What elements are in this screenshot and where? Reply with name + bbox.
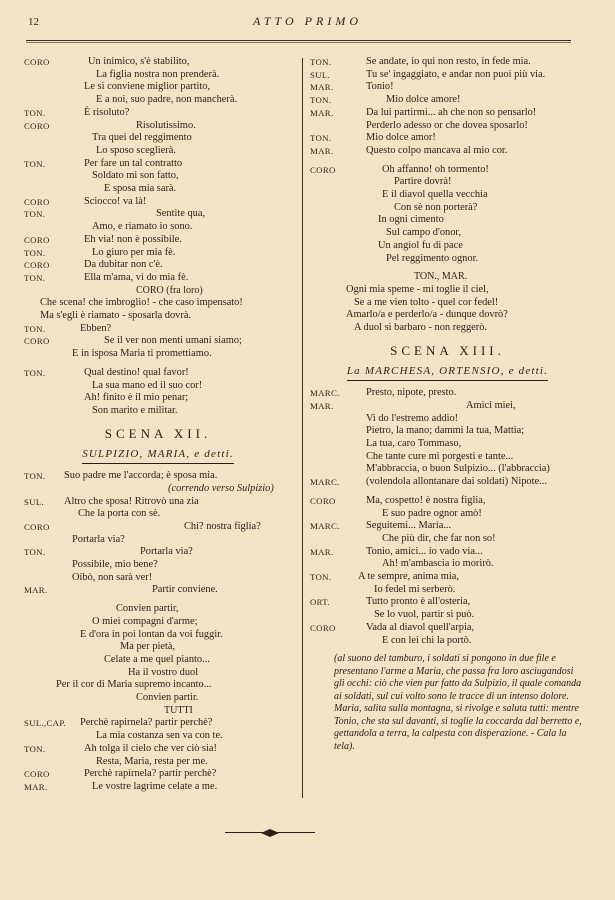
dialogue-line — [310, 81, 585, 94]
speaker-label — [310, 271, 366, 284]
dialogue-line — [24, 183, 292, 196]
speaker-label: MARC. — [310, 388, 340, 399]
line-text: E suo padre ognor amò! — [382, 507, 482, 519]
line-text: Tu se' ingaggiato, e andar non puoi più via. — [366, 68, 546, 80]
line-text: Chi? nostra figlia? — [184, 520, 261, 532]
speaker-label — [310, 451, 366, 464]
line-text: Convien partir, — [116, 603, 179, 615]
dialogue-line — [24, 170, 292, 183]
line-text: Sentite qua, — [156, 208, 206, 220]
dialogue-line — [24, 107, 292, 120]
line-text: Presto, nipote, presto. — [366, 387, 457, 399]
dialogue-line — [24, 534, 292, 547]
speaker-label — [24, 392, 80, 405]
line-text: Sul campo d'onor, — [386, 227, 462, 239]
line-text: E sposa mia sarà. — [104, 183, 177, 195]
line-text: Portarla via? — [72, 533, 125, 545]
speaker-label — [24, 380, 80, 393]
line-text: Un angiol fu di pace — [378, 239, 463, 251]
line-text: Tonio! — [366, 81, 394, 93]
dialogue-line — [310, 596, 585, 609]
dialogue-line — [310, 240, 585, 253]
dialogue-line — [24, 470, 292, 483]
speaker-label: MAR. — [310, 400, 334, 411]
dialogue-line — [24, 335, 292, 348]
speaker-label: TON. — [24, 272, 46, 283]
line-text: Ha il vostro duol — [128, 666, 199, 678]
line-text: Resta, Maria, resta per me. — [96, 755, 208, 767]
line-text: Le vostre lagrime celate a me. — [92, 780, 218, 792]
dialogue-line — [310, 508, 585, 521]
speaker-label: MAR. — [310, 546, 334, 557]
dialogue-line — [24, 69, 292, 82]
speaker-label — [310, 425, 366, 438]
line-text: Altro che sposa! Ritrovò una zia — [64, 495, 199, 507]
line-text: A duol sì barbaro - non reggerò. — [354, 322, 488, 334]
dialogue-line — [24, 584, 292, 597]
ornament-diamond-icon — [225, 828, 315, 838]
speaker-label: TON. — [310, 95, 332, 106]
speaker-label: TON. — [24, 367, 46, 378]
speaker-label: CORO — [24, 521, 50, 532]
end-ornament — [225, 828, 315, 838]
dialogue-line — [24, 380, 292, 393]
speaker-label: TON. — [310, 133, 332, 144]
line-text: (correndo verso Sulpizio) — [168, 482, 274, 494]
line-text: Pietro, la mano; dammi la tua, Mattia; — [366, 425, 525, 437]
line-text: Risolutissimo. — [136, 119, 196, 131]
speaker-label — [24, 756, 80, 769]
speaker-label — [310, 214, 366, 227]
line-text: Che la porta con sè. — [78, 508, 161, 520]
dialogue-line — [24, 132, 292, 145]
line-text: Ogni mia speme - mi toglie il ciel, — [346, 283, 489, 295]
dialogue-line — [310, 227, 585, 240]
dialogue-line — [310, 533, 585, 546]
speaker-label — [24, 629, 80, 642]
line-text: M'abbraccia, o buon Sulpizio... (l'abbraccia) — [366, 463, 550, 475]
line-text: Ma, cospetto! è nostra figlia, — [366, 494, 486, 506]
dialogue-line — [310, 400, 585, 413]
dialogue-line — [310, 571, 585, 584]
speaker-label: CORO — [24, 260, 50, 271]
line-text: Possibile, mio bene? — [72, 559, 158, 571]
line-text: Amo, e riamato io sono. — [92, 221, 193, 233]
line-text: Se andate, io qui non resto, in fede mia. — [366, 56, 531, 67]
dialogue-line — [310, 451, 585, 464]
line-text: Per fare un tal contratto — [84, 157, 183, 169]
dialogue-line — [24, 247, 292, 260]
line-text: Per il cor di Maria supremo incanto... — [56, 679, 212, 691]
speaker-label: TON. — [24, 247, 46, 258]
speaker-label: TON. — [24, 323, 46, 334]
dialogue-line — [24, 158, 292, 171]
speaker-label: TON. — [24, 107, 46, 118]
speaker-label: MAR. — [310, 145, 334, 156]
speaker-label — [24, 69, 80, 82]
dialogue-line — [310, 463, 585, 476]
dialogue-line — [310, 69, 585, 82]
speaker-label — [24, 616, 80, 629]
speaker-label: CORO — [24, 336, 50, 347]
dialogue-line — [310, 164, 585, 177]
dialogue-line — [310, 520, 585, 533]
dialogue-line — [310, 189, 585, 202]
dialogue-line — [24, 208, 292, 221]
line-text: Oh affanno! oh tormento! — [382, 163, 489, 175]
line-text: Soldato mi son fatto, — [92, 170, 179, 182]
dialogue-line — [24, 546, 292, 559]
speaker-label — [24, 692, 80, 705]
speaker-label: SUL.,CAP. — [24, 718, 67, 729]
speaker-label: MAR. — [310, 82, 334, 93]
line-text: Portarla via? — [140, 546, 193, 558]
line-text: Se lo vuol, partir si può. — [374, 609, 475, 621]
speaker-label — [24, 94, 80, 107]
dialogue-line — [24, 310, 292, 323]
speaker-label — [24, 730, 80, 743]
line-text: Celate a me quel pianto... — [104, 653, 210, 665]
line-text: Perderlo adesso or che dovea sposarlo! — [366, 119, 528, 131]
line-text: Se a me vien tolto - quel cor fedel! — [354, 296, 499, 308]
speaker-label — [24, 145, 80, 158]
line-text: Che più dir, che far non so! — [382, 532, 496, 544]
dialogue-line — [310, 253, 585, 266]
speaker-label: CORO — [310, 495, 336, 506]
speaker-label — [310, 202, 366, 215]
dialogue-line — [310, 132, 585, 145]
dialogue-line — [24, 521, 292, 534]
speaker-label: CORO — [310, 622, 336, 633]
speaker-label — [310, 463, 366, 476]
line-text: Eh via! non è possibile. — [84, 233, 182, 245]
scene-12-characters — [24, 448, 292, 464]
line-text: Che tante cure mi porgesti e tante... — [366, 450, 514, 462]
line-text: E in isposa Maria ti promettiamo. — [72, 348, 212, 360]
dialogue-line — [24, 272, 292, 285]
line-text: Amici miei, — [466, 399, 516, 411]
dialogue-line — [24, 259, 292, 272]
line-text: CORO (fra loro) — [136, 284, 203, 296]
dialogue-line — [310, 309, 585, 322]
line-text: (volendola allontanare dai soldati) Nipote... — [366, 476, 547, 488]
dialogue-line — [24, 616, 292, 629]
dialogue-line — [24, 145, 292, 158]
line-text: Oibò, non sarà ver! — [72, 571, 153, 583]
dialogue-line — [24, 285, 292, 298]
scene-12-characters-text: SULPIZIO, MARIA, e detti. — [82, 448, 234, 464]
line-text: Ebben? — [80, 322, 112, 334]
line-text: Mio dolce amor! — [366, 132, 436, 144]
speaker-label — [24, 483, 80, 496]
line-text: Perchè rapirnela? partir perchè? — [80, 717, 213, 729]
line-text: Con sè non porterà? — [394, 201, 478, 213]
dialogue-line — [24, 392, 292, 405]
line-text: Sciocco! va là! — [84, 195, 147, 207]
dialogue-line — [310, 622, 585, 635]
line-text: O miei compagni d'arme; — [92, 615, 198, 627]
line-text: E con lei chi la portò. — [382, 634, 472, 646]
line-text: Se il ver non menti umani siamo; — [104, 335, 242, 347]
line-text: Lo giuro per mia fè. — [92, 246, 176, 258]
stage-direction: (al suono del tamburo, i soldati si pongono in due file e presentano l'arme a Maria, che passa fra loro asciugandosi gli occhi: ciò che vien pur fatto da Sulpizio, il quale comanda ai soldati, sul cui volto sono le tracce di un intenso dolore. Maria, salita sulla montagna, si rivolge e saluta tutti: mentre Tonio, che sta sul davanti, si toglie la coccarda dal berretto e, gettandola a terra, la calpesta con disperazione. - Cala la tela). — [334, 653, 582, 752]
speaker-label — [24, 508, 80, 521]
line-text: Vi do l'estremo addio! — [366, 412, 459, 424]
dialogue-line — [24, 629, 292, 642]
scene-13-characters-text: La MARCHESA, ORTENSIO, e detti. — [347, 365, 548, 381]
scene-13-characters — [310, 365, 585, 381]
dialogue-line — [24, 120, 292, 133]
line-text: TUTTI — [164, 704, 193, 716]
column-divider — [302, 58, 303, 798]
dialogue-line — [24, 717, 292, 730]
dialogue-line — [24, 756, 292, 769]
speaker-label — [24, 221, 80, 234]
speaker-label: MARC. — [310, 477, 340, 488]
line-text: La mia costanza sen va con te. — [96, 730, 223, 742]
speaker-label: MAR. — [24, 781, 48, 792]
speaker-label: CORO — [24, 120, 50, 131]
line-text: Mio dolce amore! — [386, 94, 461, 106]
dialogue-block — [310, 56, 585, 335]
speaker-label: CORO — [24, 234, 50, 245]
line-text: Questo colpo mancava al mio cor. — [366, 144, 508, 156]
speaker-label: CORO — [24, 196, 50, 207]
speaker-label: TON. — [24, 743, 46, 754]
dialogue-line — [310, 476, 585, 489]
dialogue-line — [24, 768, 292, 781]
dialogue-line — [24, 743, 292, 756]
dialogue-line — [24, 196, 292, 209]
speaker-label: ORT. — [310, 597, 330, 608]
dialogue-line — [24, 679, 292, 692]
line-text: Pel reggimento ognor. — [386, 252, 479, 264]
dialogue-line — [24, 572, 292, 585]
dialogue-line — [24, 781, 292, 794]
speaker-label: MAR. — [310, 107, 334, 118]
line-text: Le si conviene miglior partito, — [84, 81, 211, 93]
line-text: Ah tolga il cielo che ver ciò sia! — [84, 742, 218, 754]
dialogue-block — [24, 470, 292, 794]
line-text: Ella m'ama, vi do mia fè. — [84, 271, 189, 283]
dialogue-line — [310, 214, 585, 227]
speaker-label: SUL. — [24, 496, 45, 507]
line-text: Ah! finito è il mio penar; — [84, 392, 189, 404]
speaker-label: TON. — [24, 209, 46, 220]
speaker-label — [310, 413, 366, 426]
dialogue-line — [24, 221, 292, 234]
line-text: La tua, caro Tommaso, — [366, 437, 462, 449]
dialogue-line — [310, 635, 585, 648]
dialogue-line — [310, 609, 585, 622]
speaker-label — [310, 227, 366, 240]
line-text: Io fedel mi serberò. — [374, 583, 456, 595]
speaker-label — [24, 641, 80, 654]
speaker-label — [310, 533, 366, 546]
speaker-label: TON. — [310, 57, 332, 67]
line-text: Perchè rapirnela? partir perchè? — [84, 768, 217, 780]
dialogue-line — [310, 107, 585, 120]
speaker-label — [310, 240, 366, 253]
scene-12-title: SCENA XII. — [104, 425, 212, 441]
speaker-label — [310, 508, 366, 521]
dialogue-line — [24, 405, 292, 418]
line-text: Ah! m'ambascia io morirò. — [382, 558, 494, 570]
dialogue-line — [24, 508, 292, 521]
scene-13-title: SCENA XIII. — [390, 342, 505, 358]
speaker-label — [310, 120, 366, 133]
line-text: La figlia nostra non prenderà. — [96, 68, 220, 80]
dialogue-line — [310, 297, 585, 310]
line-text: E il diavol quella vecchia — [382, 189, 488, 201]
speaker-label — [24, 405, 80, 418]
line-text: Un inimico, s'è stabilito, — [88, 56, 190, 67]
dialogue-line — [24, 496, 292, 509]
speaker-label: TON. — [24, 471, 46, 482]
speaker-label — [24, 603, 80, 616]
line-text: Da dubitar non c'è. — [84, 259, 163, 271]
speaker-label — [310, 189, 366, 202]
dialogue-line — [24, 692, 292, 705]
speaker-label — [310, 438, 366, 451]
dialogue-block — [24, 56, 292, 418]
dialogue-line — [24, 348, 292, 361]
dialogue-line — [24, 56, 292, 69]
left-column — [24, 56, 292, 794]
dialogue-line — [310, 56, 585, 69]
line-text: E a noi, suo padre, non mancherà. — [96, 94, 238, 106]
dialogue-line — [24, 641, 292, 654]
dialogue-line — [24, 323, 292, 336]
speaker-label — [310, 176, 366, 189]
line-text: È risoluto? — [84, 106, 130, 118]
line-text: Tutto pronto è all'osteria, — [366, 596, 471, 608]
dialogue-line — [310, 546, 585, 559]
speaker-label: SUL. — [310, 69, 331, 80]
speaker-label: CORO — [310, 164, 336, 175]
dialogue-line — [24, 705, 292, 718]
speaker-label: MARC. — [310, 521, 340, 532]
line-text: Seguitemi... Maria... — [366, 520, 452, 532]
line-text: Suo padre me l'accorda; è sposa mia. — [64, 470, 218, 482]
dialogue-line — [310, 120, 585, 133]
speaker-label: MAR. — [24, 585, 48, 596]
dialogue-line — [24, 297, 292, 310]
dialogue-line — [310, 284, 585, 297]
speaker-label — [24, 705, 80, 718]
dialogue-line — [310, 584, 585, 597]
line-text: Convien partir. — [136, 692, 199, 704]
line-text: Ma per pietà, — [120, 641, 176, 653]
line-text: E d'ora in poi lontan da voi fuggir. — [80, 628, 223, 640]
dialogue-line — [310, 145, 585, 158]
dialogue-line — [24, 559, 292, 572]
dialogue-line — [24, 654, 292, 667]
speaker-label — [310, 609, 366, 622]
dialogue-line — [310, 94, 585, 107]
dialogue-line — [310, 495, 585, 508]
speaker-label — [24, 170, 80, 183]
dialogue-block — [310, 387, 585, 647]
speaker-label: TON. — [310, 572, 332, 583]
line-text: Vada al diavol quell'arpia, — [366, 621, 475, 633]
speaker-label — [24, 132, 80, 145]
dialogue-line — [310, 322, 585, 335]
line-text: Partire dovrà! — [394, 176, 452, 188]
dialogue-line — [310, 425, 585, 438]
dialogue-line — [310, 413, 585, 426]
speaker-label — [24, 654, 80, 667]
right-column — [310, 56, 585, 753]
line-text: Tra quei del reggimento — [92, 132, 192, 144]
header-rule — [26, 40, 571, 41]
running-title: ATTO PRIMO — [253, 14, 362, 28]
dialogue-line — [24, 730, 292, 743]
dialogue-line — [310, 176, 585, 189]
line-text: La sua mano ed il suo cor! — [92, 379, 203, 391]
dialogue-line — [24, 234, 292, 247]
line-text: TON., MAR. — [414, 271, 468, 283]
speaker-label: TON. — [24, 547, 46, 558]
line-text: Amarlo/a e perderlo/a - dunque dovrò? — [346, 309, 508, 321]
dialogue-line — [310, 438, 585, 451]
speaker-label — [310, 635, 366, 648]
header-rule-secondary — [26, 42, 571, 43]
page-number: 12 — [28, 16, 39, 28]
speaker-label — [310, 584, 366, 597]
speaker-label — [24, 183, 80, 196]
speaker-label — [24, 285, 80, 298]
dialogue-line — [310, 558, 585, 571]
speaker-label — [24, 81, 80, 94]
speaker-label: TON. — [24, 158, 46, 169]
dialogue-line — [24, 94, 292, 107]
speaker-label — [310, 558, 366, 571]
dialogue-line — [24, 603, 292, 616]
speaker-label: CORO — [24, 769, 50, 780]
line-text: A te sempre, anima mia, — [358, 571, 459, 583]
line-text: Tonio, amici... io vado via... — [366, 545, 483, 557]
dialogue-line — [24, 367, 292, 380]
line-text: Lo sposo sceglierà. — [96, 144, 176, 156]
dialogue-line — [310, 387, 585, 400]
speaker-label — [310, 253, 366, 266]
dialogue-line — [24, 667, 292, 680]
dialogue-line — [24, 483, 292, 496]
dialogue-line — [310, 271, 585, 284]
line-text: Che scena! che imbroglio! - che caso impensato! — [40, 297, 243, 309]
line-text: In ogni cimento — [378, 214, 444, 226]
speaker-label: CORO — [24, 57, 50, 67]
speaker-label — [24, 667, 80, 680]
line-text: Partir conviene. — [152, 584, 218, 596]
line-text: Da lui partirmi... ah che non so pensarlo! — [366, 106, 537, 118]
dialogue-line — [24, 81, 292, 94]
line-text: Ma s'egli è riamato - sposarla dovrà. — [40, 310, 192, 322]
line-text: Son marito e militar. — [92, 404, 178, 416]
dialogue-line — [310, 202, 585, 215]
line-text: Qual destino! qual favor! — [84, 366, 189, 378]
